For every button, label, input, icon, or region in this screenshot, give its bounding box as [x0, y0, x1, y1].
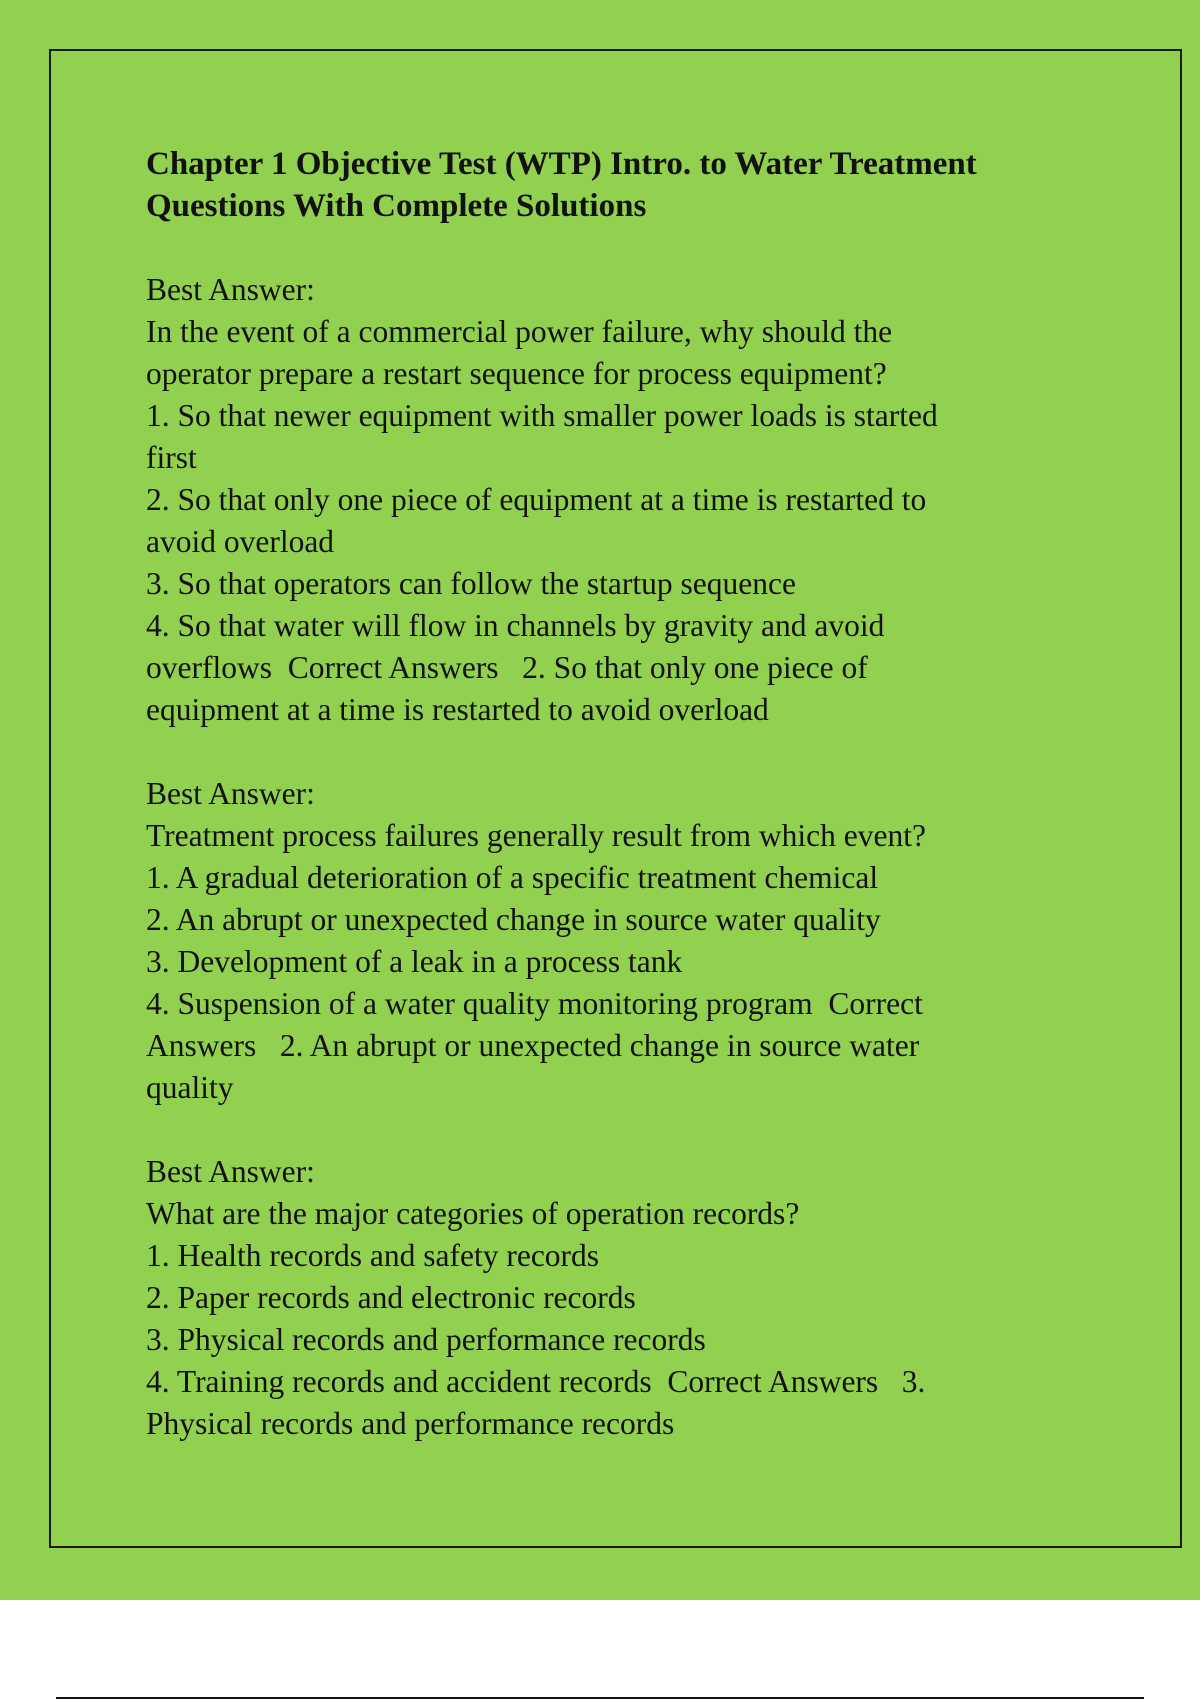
footer-rule: [56, 1697, 1144, 1699]
qa-line: operator prepare a restart sequence for process equipment?: [146, 356, 887, 391]
qa-line: quality: [146, 1070, 234, 1105]
qa-line: What are the major categories of operation records?: [146, 1196, 800, 1231]
qa-line: 2. Paper records and electronic records: [146, 1280, 636, 1315]
qa-line: 3. So that operators can follow the startup sequence: [146, 566, 796, 601]
qa-line: Treatment process failures generally result from which event?: [146, 818, 926, 853]
qa-line: 1. So that newer equipment with smaller power loads is started: [146, 398, 938, 433]
question-block-2: [146, 773, 1106, 1109]
qa-line: avoid overload: [146, 524, 335, 559]
question-block-1: [146, 269, 1106, 731]
qa-line: Best Answer:: [146, 1154, 315, 1189]
document-content: [146, 143, 1106, 1487]
qa-line: Physical records and performance records: [146, 1406, 675, 1441]
qa-line: 3. Physical records and performance records: [146, 1322, 706, 1357]
qa-line: 4. Suspension of a water quality monitoring program Correct: [146, 986, 923, 1021]
question-block-3: [146, 1151, 1106, 1445]
qa-line: Best Answer:: [146, 776, 315, 811]
qa-line: first: [146, 440, 197, 475]
qa-line: 2. An abrupt or unexpected change in source water quality: [146, 902, 881, 937]
qa-line: 1. Health records and safety records: [146, 1238, 600, 1273]
qa-line: overflows Correct Answers 2. So that only one piece of: [146, 650, 868, 685]
qa-line: 4. Training records and accident records Correct Answers 3.: [146, 1364, 926, 1399]
qa-line: Answers 2. An abrupt or unexpected change in source water: [146, 1028, 920, 1063]
qa-line: 1. A gradual deterioration of a specific treatment chemical: [146, 860, 879, 895]
qa-line: In the event of a commercial power failure, why should the: [146, 314, 893, 349]
title-line-1: Chapter 1 Objective Test (WTP) Intro. to Water Treatment: [146, 146, 977, 182]
qa-line: 3. Development of a leak in a process tank: [146, 944, 683, 979]
qa-line: 4. So that water will flow in channels by gravity and avoid: [146, 608, 885, 643]
qa-line: Best Answer:: [146, 272, 315, 307]
qa-line: equipment at a time is restarted to avoid overload: [146, 692, 769, 727]
qa-line: 2. So that only one piece of equipment at a time is restarted to: [146, 482, 927, 517]
title-line-2: Questions With Complete Solutions: [146, 188, 647, 224]
document-title: [146, 143, 1106, 227]
